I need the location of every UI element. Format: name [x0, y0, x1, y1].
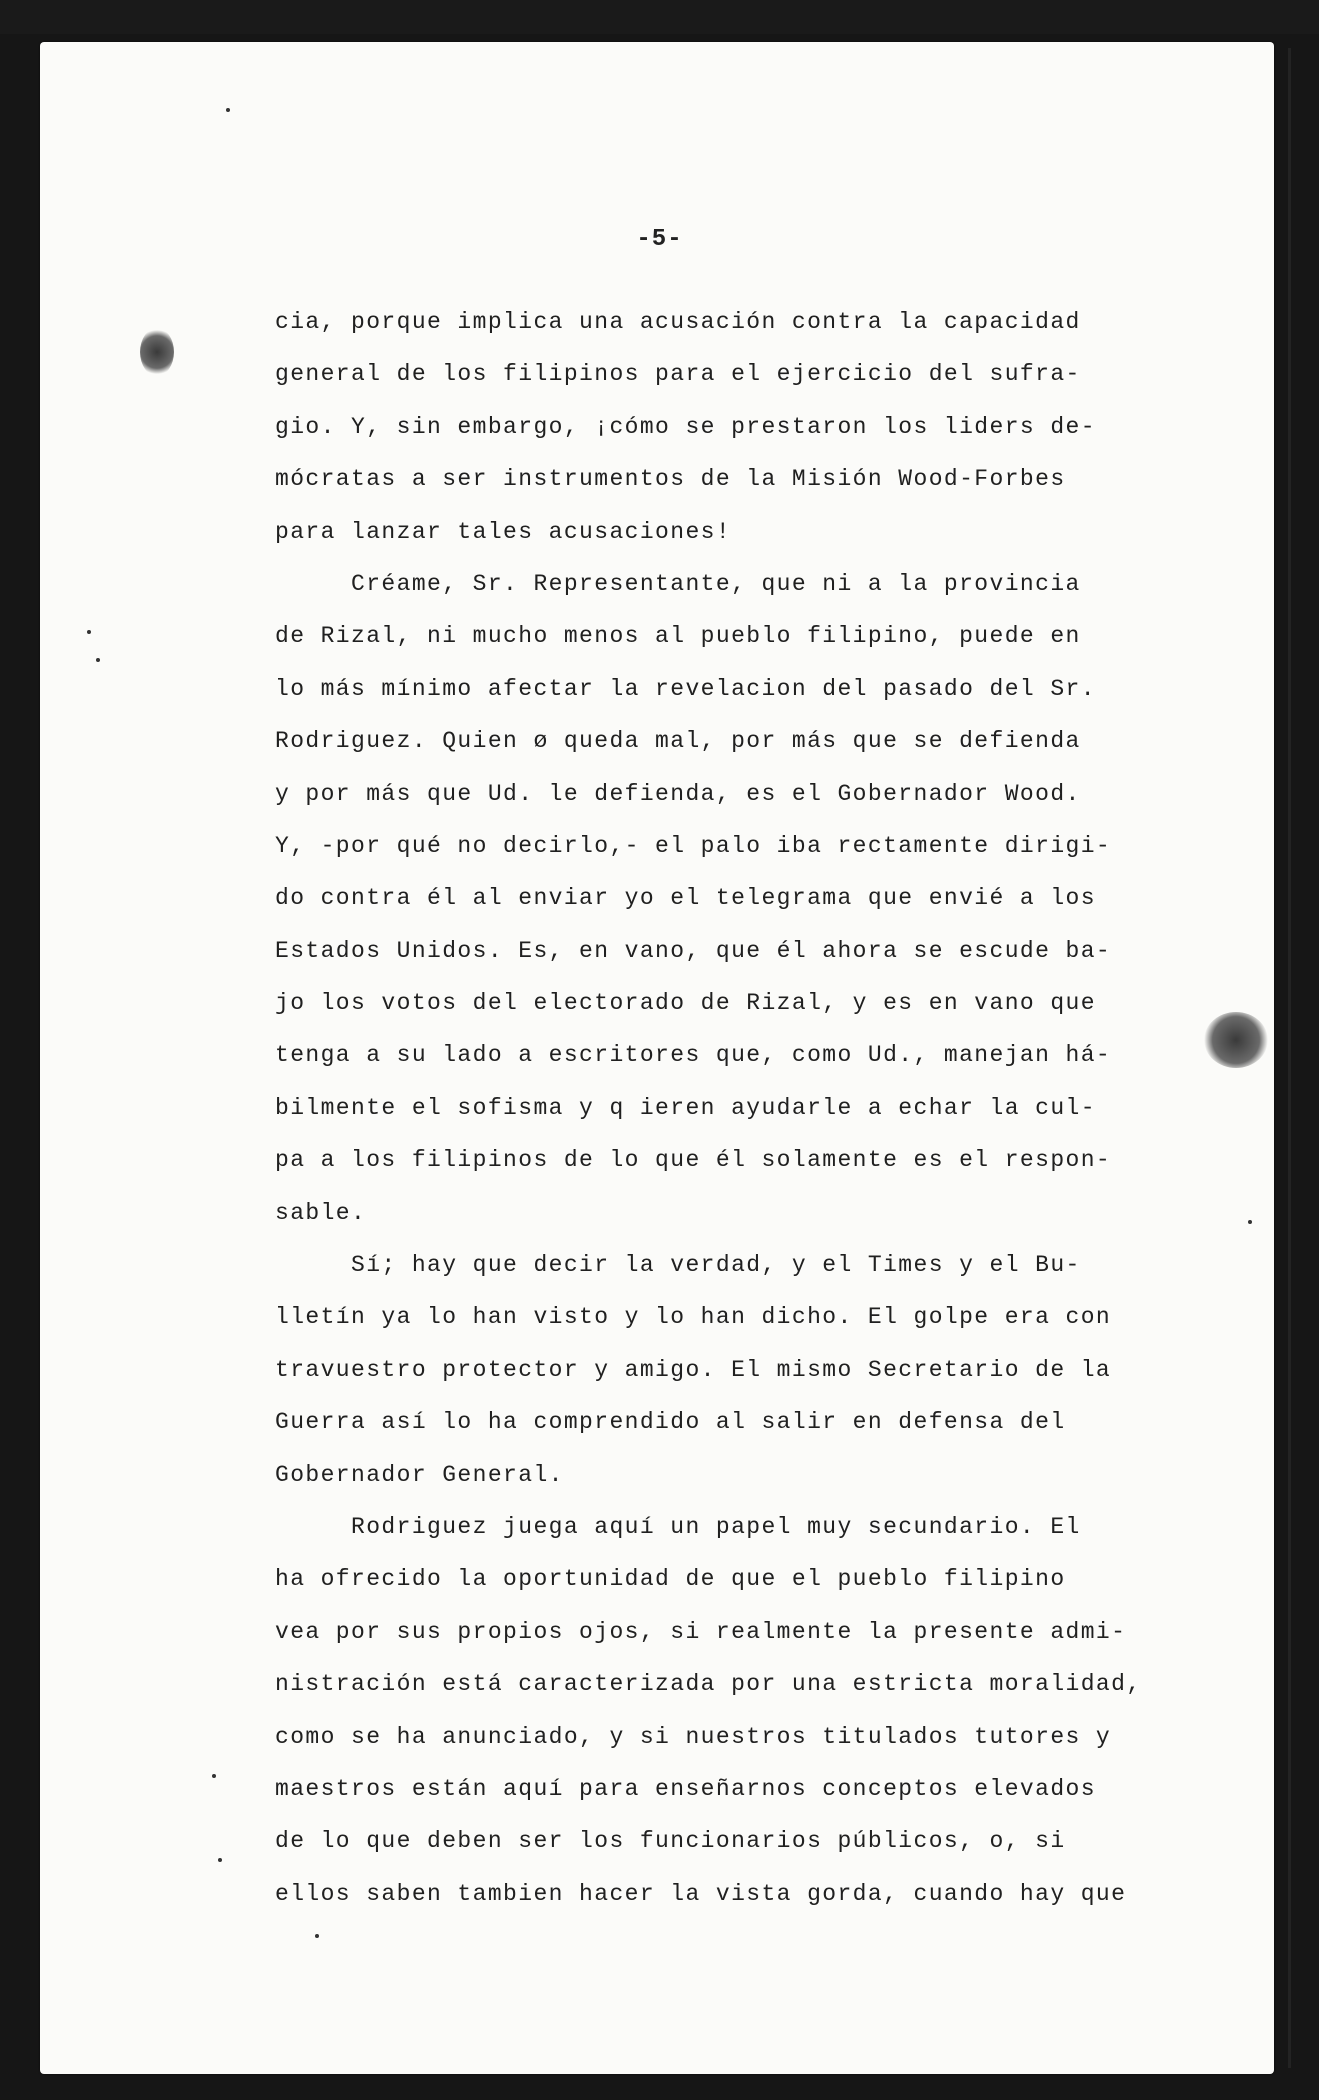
- text-line: Rodriguez. Quien ø queda mal, por más que se defienda: [275, 728, 1081, 755]
- text-line: ha ofrecido la oportunidad de que el pueblo filipino: [275, 1566, 1066, 1593]
- ink-smudge-left: [140, 328, 174, 376]
- text-line: tenga a su lado a escritores que, como Ud., manejan há-: [275, 1042, 1112, 1069]
- speck: [87, 630, 91, 634]
- text-line: general de los filipinos para el ejercicio del sufra-: [275, 361, 1081, 388]
- text-line: gio. Y, sin embargo, ¡cómo se prestaron los liders de-: [275, 413, 1096, 440]
- text-line: maestros están aquí para enseñarnos conceptos elevados: [275, 1775, 1096, 1802]
- text-line: bilmente el sofisma y q ieren ayudarle a echar la cul-: [275, 1094, 1096, 1121]
- text-line: do contra él al enviar yo el telegrama que envié a los: [275, 885, 1096, 912]
- text-line: y por más que Ud. le defienda, es el Gobernador Wood.: [275, 780, 1081, 807]
- scan-border-top: [0, 0, 1319, 34]
- text-line: de lo que deben ser los funcionarios públicos, o, si: [275, 1828, 1066, 1855]
- speck: [1248, 1220, 1252, 1224]
- speck: [212, 1774, 216, 1778]
- speck: [96, 658, 100, 662]
- text-line: Rodriguez juega aquí un papel muy secundario. El: [275, 1513, 1081, 1540]
- text-line: jo los votos del electorado de Rizal, y es en vano que: [275, 990, 1096, 1017]
- text-line: Créame, Sr. Representante, que ni a la provincia: [275, 570, 1081, 597]
- text-line: de Rizal, ni mucho menos al pueblo filipino, puede en: [275, 623, 1081, 650]
- text-line: vea por sus propios ojos, si realmente la presente admi-: [275, 1618, 1127, 1645]
- text-line: Estados Unidos. Es, en vano, que él ahora se escude ba-: [275, 937, 1112, 964]
- body-text: [275, 296, 1142, 1920]
- text-line: Guerra así lo ha comprendido al salir en defensa del: [275, 1409, 1066, 1436]
- text-line: lletín ya lo han visto y lo han dicho. El golpe era con: [275, 1304, 1112, 1331]
- text-line: para lanzar tales acusaciones!: [275, 518, 732, 545]
- text-line: pa a los filipinos de lo que él solamente es el respon-: [275, 1147, 1112, 1174]
- text-line: cia, porque implica una acusación contra la capacidad: [275, 309, 1081, 335]
- page-edge-shadow: [1288, 48, 1291, 2068]
- text-line: Sí; hay que decir la verdad, y el Times y el Bu-: [275, 1252, 1081, 1279]
- text-line: nistración está caracterizada por una estricta moralidad,: [275, 1671, 1142, 1698]
- text-line: ellos saben tambien hacer la vista gorda, cuando hay que: [275, 1880, 1127, 1907]
- speck: [315, 1934, 319, 1938]
- text-line: Y, -por qué no decirlo,- el palo iba rectamente dirigi-: [275, 832, 1112, 859]
- text-line: lo más mínimo afectar la revelacion del pasado del Sr.: [275, 675, 1096, 702]
- text-line: sable.: [275, 1199, 367, 1226]
- speck: [226, 108, 230, 112]
- page-number: -5-: [636, 226, 683, 253]
- text-line: como se ha anunciado, y si nuestros titulados tutores y: [275, 1723, 1112, 1750]
- ink-smudge-right: [1204, 1012, 1268, 1068]
- speck: [218, 1858, 222, 1862]
- text-line: mócratas a ser instrumentos de la Misión Wood-Forbes: [275, 466, 1066, 493]
- text-line: travuestro protector y amigo. El mismo Secretario de la: [275, 1356, 1112, 1383]
- text-line: Gobernador General.: [275, 1461, 564, 1488]
